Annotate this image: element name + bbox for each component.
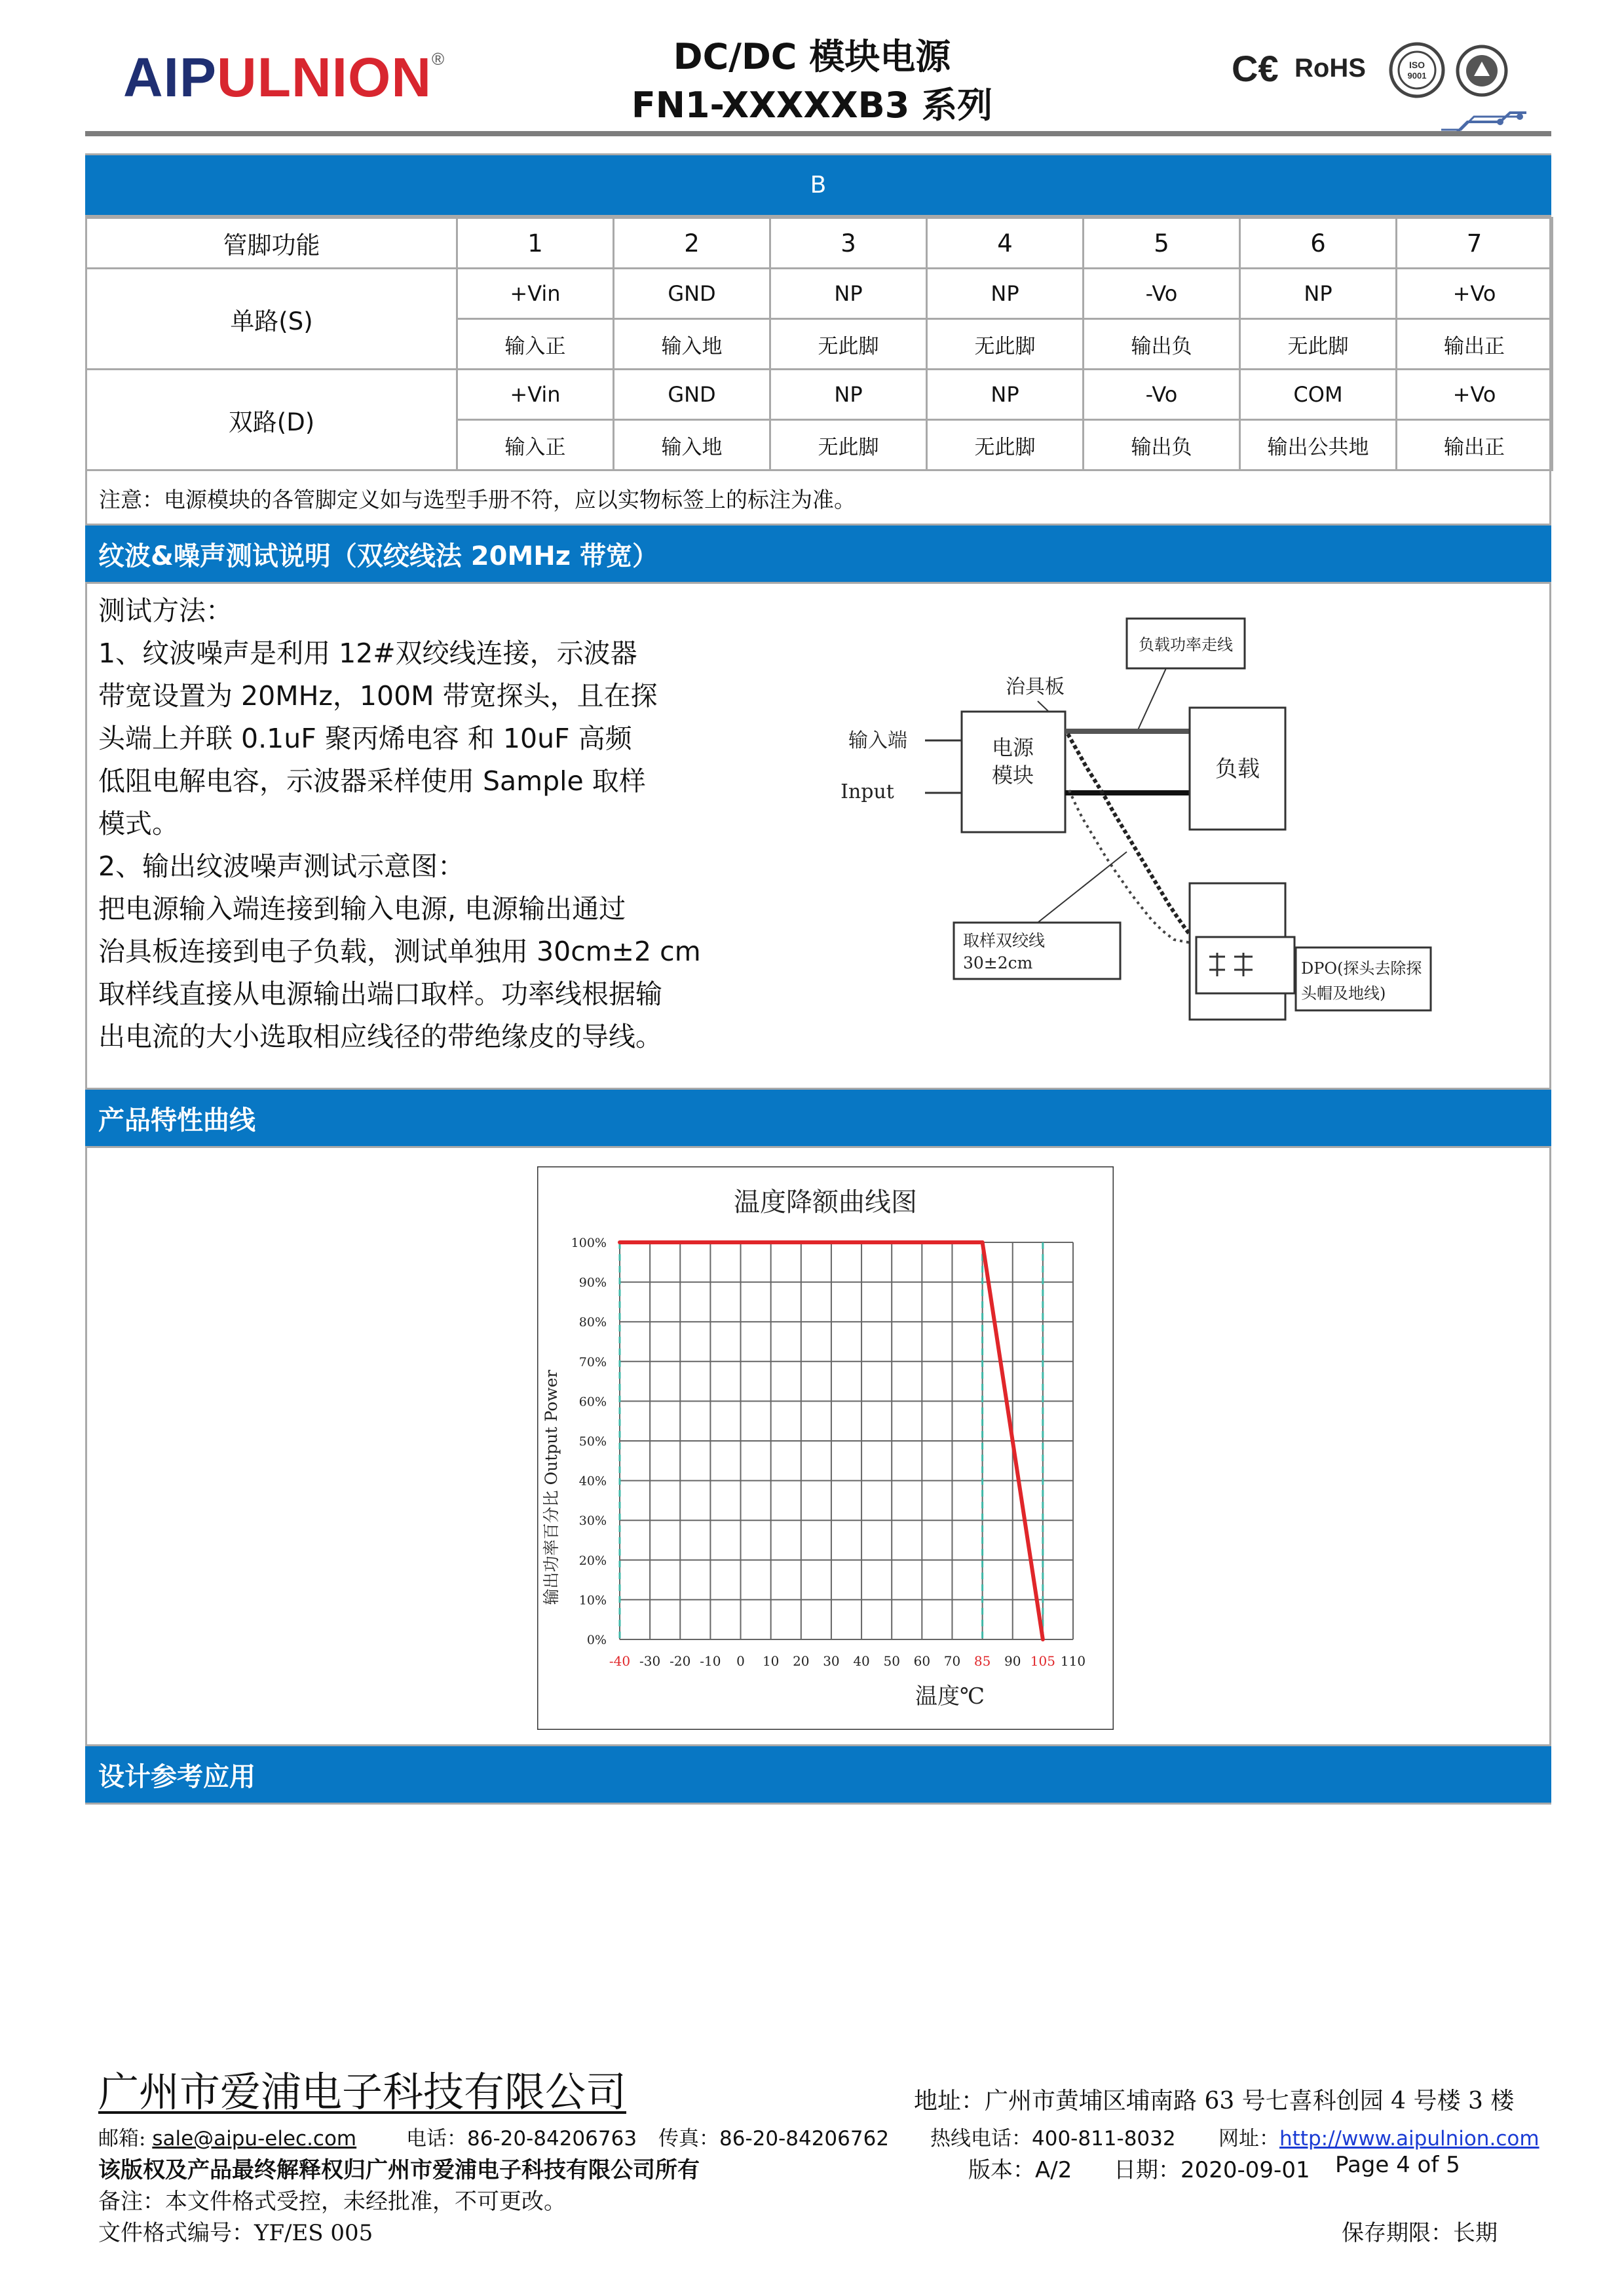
chart-y-label: 输出功率百分比 Output Power bbox=[542, 1369, 561, 1605]
ripple-test-diagram bbox=[839, 609, 1467, 1029]
pin-signal: +Vin bbox=[457, 370, 614, 420]
ripple-line: 把电源输入端连接到输入电源, 电源输出通过 bbox=[98, 893, 626, 925]
y-tick-label: 0% bbox=[586, 1633, 607, 1647]
fax-value: 86-20-84206762 bbox=[719, 2127, 890, 2151]
logo-part2: ULNION bbox=[217, 47, 432, 108]
date-label: 日期： bbox=[1114, 2157, 1180, 2183]
input-label-cn: 输入端 bbox=[848, 729, 907, 752]
remark-text: 备注：本文件格式受控，未经批准，不可更改。 bbox=[98, 2189, 566, 2215]
pin-signal: COM bbox=[1240, 370, 1397, 420]
svg-text:9001: 9001 bbox=[1407, 71, 1427, 81]
dpo-label-line1: DPO(探头去除探 bbox=[1301, 959, 1422, 978]
pin-description: 输出公共地 bbox=[1240, 420, 1397, 470]
email-link[interactable]: sale@aipu-elec.com bbox=[152, 2127, 357, 2151]
twisted-pair-pointer bbox=[1038, 852, 1127, 923]
footer-version bbox=[968, 2152, 1072, 2184]
pin-header-row bbox=[86, 218, 1553, 269]
pin-description: 输入正 bbox=[457, 420, 614, 470]
ripple-line: 模式。 bbox=[98, 808, 179, 839]
pin-note: 注意：电源模块的各管脚定义如与选型手册不符，应以实物标签上的标注为准。 bbox=[85, 470, 1551, 524]
pin-description: 输出负 bbox=[1084, 319, 1240, 370]
dpo-label-line2: 头帽及地线) bbox=[1301, 984, 1386, 1003]
dual-signal-row bbox=[86, 370, 1553, 420]
ripple-line: 治具板连接到电子负载，测试单独用 30cm±2 cm bbox=[98, 936, 701, 967]
pin-description: 无此脚 bbox=[927, 420, 1084, 470]
x-tick-label: 85 bbox=[973, 1653, 991, 1669]
probe-box bbox=[1196, 937, 1294, 993]
module-label-line2: 模块 bbox=[991, 763, 1034, 788]
pin-number: 6 bbox=[1240, 218, 1397, 269]
derating-chart bbox=[537, 1166, 1114, 1730]
derating-point bbox=[981, 1240, 985, 1244]
load-label: 负载 bbox=[1215, 756, 1260, 782]
footer-copyright: 该版权及产品最终解释权归广州市爱浦电子科技有限公司所有 bbox=[98, 2157, 700, 2183]
footer-date bbox=[1114, 2152, 1310, 2184]
logo-registered-mark: ® bbox=[432, 49, 445, 69]
version-value: A/2 bbox=[1035, 2157, 1072, 2183]
curves-section-title: 产品特性曲线 bbox=[98, 1105, 255, 1136]
fixture-label: 治具板 bbox=[1006, 676, 1065, 698]
iso-seal-icon bbox=[1388, 41, 1446, 100]
svg-text:ISO: ISO bbox=[1408, 60, 1426, 70]
y-tick-label: 60% bbox=[578, 1394, 607, 1409]
pin-signal: -Vo bbox=[1084, 370, 1240, 420]
hotline-value: 400-811-8032 bbox=[1032, 2127, 1176, 2151]
power-line-pointer bbox=[1137, 668, 1166, 731]
y-tick-label: 40% bbox=[578, 1474, 607, 1489]
footer-page-number: Page 4 of 5 bbox=[1335, 2152, 1460, 2178]
pin-section-bar bbox=[85, 153, 1551, 217]
x-tick-label: 70 bbox=[943, 1653, 961, 1669]
single-row-label: 单路(S) bbox=[86, 269, 457, 370]
ripple-section-bar bbox=[85, 524, 1551, 584]
twisted-pair-label-line2: 30±2cm bbox=[963, 953, 1033, 972]
y-tick-label: 80% bbox=[578, 1315, 607, 1330]
pin-function-header: 管脚功能 bbox=[86, 218, 457, 269]
doc-title: DC/DC 模块电源 bbox=[673, 36, 951, 77]
version-label: 版本： bbox=[968, 2157, 1035, 2183]
footer-format-no bbox=[98, 2215, 373, 2247]
y-tick-label: 70% bbox=[578, 1354, 607, 1369]
footer-website bbox=[1218, 2122, 1539, 2151]
pin-description: 输出负 bbox=[1084, 420, 1240, 470]
ripple-section-title: 纹波&噪声测试说明（双绞线法 20MHz 带宽） bbox=[98, 541, 658, 571]
x-tick-label: 105 bbox=[1030, 1653, 1055, 1669]
module-label-line1: 电源 bbox=[991, 735, 1034, 760]
website-link[interactable]: http://www.aipulnion.com bbox=[1279, 2127, 1539, 2151]
pin-signal: +Vo bbox=[1397, 370, 1553, 420]
format-no-text: 文件格式编号：YF/ES 005 bbox=[98, 2220, 373, 2246]
pin-signal: NP bbox=[770, 269, 927, 319]
pin-number: 7 bbox=[1397, 218, 1553, 269]
x-tick-label: 30 bbox=[823, 1653, 840, 1669]
x-tick-label: 10 bbox=[762, 1653, 780, 1669]
doc-series: FN1-XXXXXB3 系列 bbox=[631, 85, 993, 126]
pin-signal: NP bbox=[927, 370, 1084, 420]
x-tick-label: -40 bbox=[609, 1653, 631, 1669]
retention-text: 保存期限：长期 bbox=[1342, 2220, 1498, 2246]
footer-hotline bbox=[930, 2122, 1176, 2151]
twisted-pair-line-a bbox=[1068, 734, 1195, 941]
pin-signal: NP bbox=[927, 269, 1084, 319]
chart-x-label: 温度℃ bbox=[915, 1683, 985, 1710]
address-label: 地址： bbox=[914, 2088, 985, 2114]
single-signal-row bbox=[86, 269, 1553, 319]
pin-number: 2 bbox=[614, 218, 770, 269]
pin-signal: +Vin bbox=[457, 269, 614, 319]
x-tick-label: 50 bbox=[883, 1653, 900, 1669]
pin-description: 无此脚 bbox=[1240, 319, 1397, 370]
chart-border bbox=[537, 1166, 1114, 1730]
y-tick-label: 30% bbox=[578, 1514, 607, 1529]
chart-title: 温度降额曲线图 bbox=[734, 1187, 917, 1217]
pin-signal: GND bbox=[614, 269, 770, 319]
pin-description: 输入地 bbox=[614, 319, 770, 370]
curves-section-bar bbox=[85, 1088, 1551, 1148]
derating-point bbox=[1041, 1637, 1045, 1641]
footer-email bbox=[98, 2122, 356, 2151]
y-tick-label: 20% bbox=[578, 1553, 607, 1568]
footer-address bbox=[914, 2082, 1514, 2116]
pin-description: 无此脚 bbox=[927, 319, 1084, 370]
date-value: 2020-09-01 bbox=[1180, 2157, 1310, 2183]
twisted-pair-line-b bbox=[1069, 790, 1195, 944]
x-tick-label: -30 bbox=[639, 1653, 661, 1669]
ripple-line: 低阻电解电容，示波器采样使用 Sample 取样 bbox=[98, 765, 646, 797]
ripple-line: 带宽设置为 20MHz，100M 带宽探头，且在探 bbox=[98, 680, 658, 712]
footer-remark bbox=[98, 2183, 566, 2215]
phone-value: 86-20-84206763 bbox=[467, 2127, 637, 2151]
x-tick-label: 20 bbox=[793, 1653, 810, 1669]
footer-phone bbox=[406, 2122, 637, 2151]
quality-seal-icon bbox=[1454, 43, 1509, 98]
header-rule bbox=[85, 131, 1551, 136]
ripple-line: 头端上并联 0.1uF 聚丙烯电容 和 10uF 高频 bbox=[98, 723, 632, 754]
x-tick-label: 110 bbox=[1060, 1653, 1086, 1669]
pin-signal: +Vo bbox=[1397, 269, 1553, 319]
ripple-line: 1、纹波噪声是利用 12#双绞线连接，示波器 bbox=[98, 638, 637, 669]
footer-fax bbox=[658, 2122, 889, 2151]
pin-signal: NP bbox=[1240, 269, 1397, 319]
email-label: 邮箱: bbox=[98, 2127, 153, 2151]
ripple-line: 2、输出纹波噪声测试示意图： bbox=[98, 851, 465, 882]
x-tick-label: 40 bbox=[853, 1653, 870, 1669]
ce-mark: C€ bbox=[1232, 48, 1279, 89]
derating-point bbox=[618, 1240, 622, 1244]
x-tick-label: 60 bbox=[913, 1653, 931, 1669]
twisted-pair-label-line1: 取样双绞线 bbox=[963, 931, 1046, 950]
x-tick-label: 0 bbox=[736, 1653, 745, 1669]
logo-part1: AIP bbox=[123, 47, 217, 108]
x-tick-label: -20 bbox=[670, 1653, 691, 1669]
pin-description: 输出正 bbox=[1397, 420, 1553, 470]
design-section-title: 设计参考应用 bbox=[98, 1761, 255, 1792]
ripple-method-text bbox=[98, 590, 727, 1058]
pin-section-title: B bbox=[810, 172, 827, 199]
y-tick-label: 10% bbox=[578, 1593, 607, 1608]
pin-description: 输入地 bbox=[614, 420, 770, 470]
footer-company-name: 广州市爱浦电子科技有限公司 bbox=[98, 2068, 627, 2116]
pin-description: 无此脚 bbox=[770, 319, 927, 370]
fax-label: 传真： bbox=[658, 2127, 719, 2151]
x-tick-label: -10 bbox=[700, 1653, 721, 1669]
pin-description: 输入正 bbox=[457, 319, 614, 370]
pin-description: 无此脚 bbox=[770, 420, 927, 470]
power-line-label: 负载功率走线 bbox=[1139, 636, 1233, 654]
pin-table bbox=[85, 217, 1553, 471]
pin-signal: -Vo bbox=[1084, 269, 1240, 319]
input-label-en: Input bbox=[840, 780, 894, 803]
pin-description: 输出正 bbox=[1397, 319, 1553, 370]
ripple-line: 取样线直接从电源输出端口取样。功率线根据输 bbox=[98, 978, 662, 1010]
pin-number: 1 bbox=[457, 218, 614, 269]
y-tick-label: 90% bbox=[578, 1275, 607, 1290]
design-section-bar bbox=[85, 1744, 1551, 1805]
hotline-label: 热线电话： bbox=[930, 2127, 1032, 2151]
ripple-line: 测试方法： bbox=[98, 595, 233, 626]
pin-signal: NP bbox=[770, 370, 927, 420]
y-tick-label: 50% bbox=[578, 1434, 607, 1449]
ripple-line: 出电流的大小选取相应线径的带绝缘皮的导线。 bbox=[98, 1021, 662, 1052]
address-value: 广州市黄埔区埔南路 63 号七喜科创园 4 号楼 3 楼 bbox=[985, 2088, 1515, 2114]
pin-number: 4 bbox=[927, 218, 1084, 269]
certification-marks bbox=[1232, 41, 1520, 139]
pin-signal: GND bbox=[614, 370, 770, 420]
pin-number: 5 bbox=[1084, 218, 1240, 269]
footer-retention bbox=[1342, 2215, 1498, 2247]
website-label: 网址： bbox=[1218, 2127, 1279, 2151]
phone-label: 电话： bbox=[406, 2127, 467, 2151]
dual-row-label: 双路(D) bbox=[86, 370, 457, 470]
pin-number: 3 bbox=[770, 218, 927, 269]
x-tick-label: 90 bbox=[1004, 1653, 1021, 1669]
y-tick-label: 100% bbox=[571, 1236, 607, 1250]
rohs-mark: RoHS bbox=[1294, 54, 1366, 83]
